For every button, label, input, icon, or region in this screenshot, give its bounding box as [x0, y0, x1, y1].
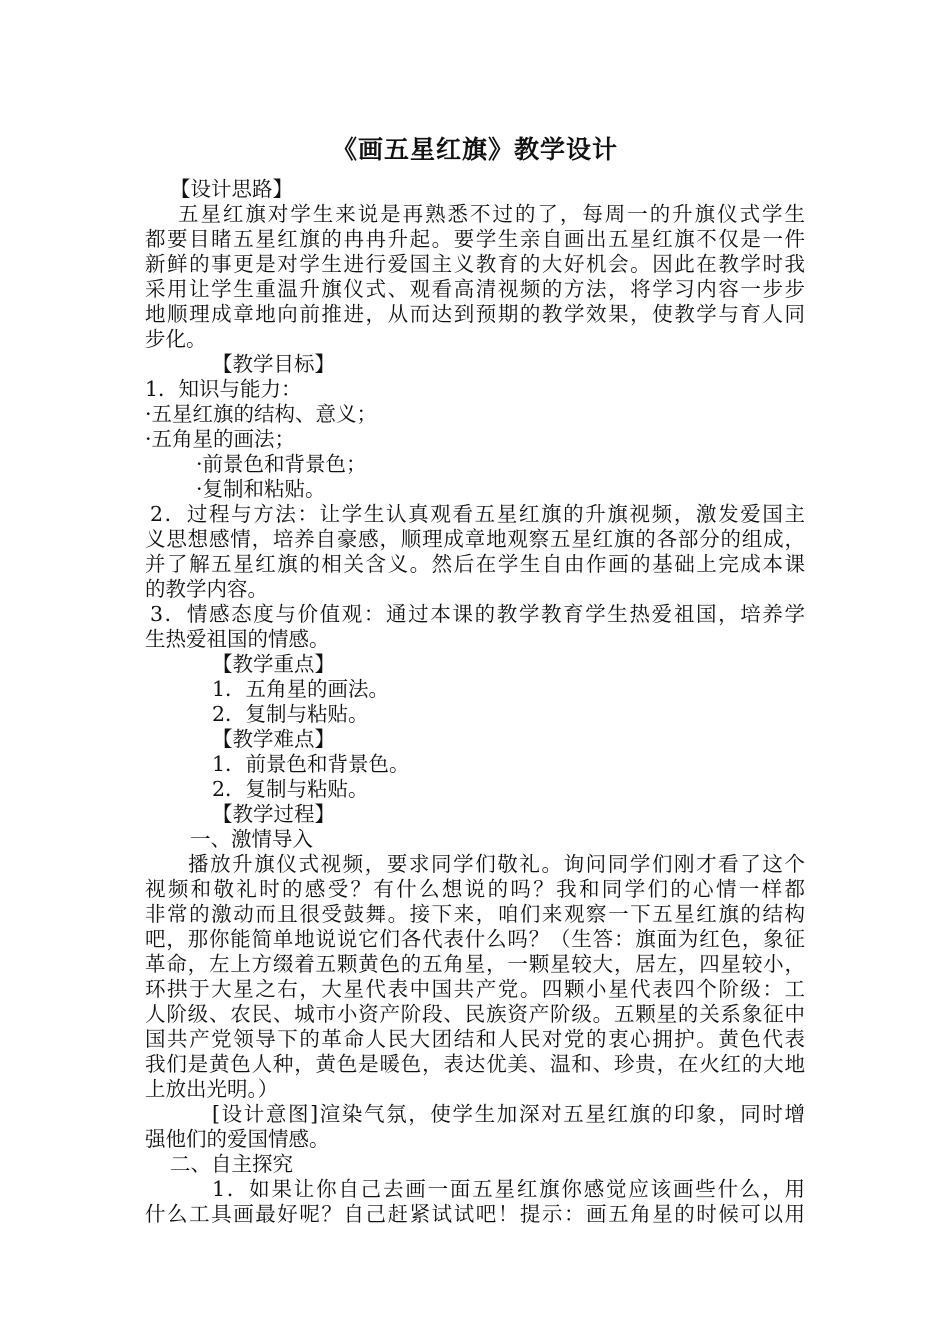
section-heading-design-idea: 【设计思路】 — [170, 177, 293, 201]
paragraph-line: 上放出光明。） — [145, 1077, 279, 1101]
paragraph-line: 新鲜的事更是对学生进行爱国主义教育的大好机会。因此在教学时我 — [145, 252, 805, 276]
list-item: 2．复制与粘贴。 — [212, 702, 369, 726]
section-heading-process: 【教学过程】 — [212, 802, 335, 826]
paragraph-line: 1．如果让你自己去画一面五星红旗你感觉应该画些什么，用 — [212, 1177, 805, 1201]
paragraph-line: 并了解五星红旗的相关含义。然后在学生自由作画的基础上完成本课 — [145, 552, 805, 576]
section-heading-objectives: 【教学目标】 — [212, 352, 335, 376]
bullet-item: ·五星红旗的结构、意义； — [145, 402, 378, 426]
paragraph-line: 义思想感情，培养自豪感，顺理成章地观察五星红旗的各部分的组成， — [145, 527, 805, 551]
paragraph-line: 五星红旗对学生来说是再熟悉不过的了，每周一的升旗仪式学生 — [178, 202, 805, 226]
paragraph-line: 强他们的爱国情感。 — [145, 1127, 330, 1151]
paragraph-line: 都要目睹五星红旗的冉冉升起。要学生亲自画出五星红旗不仅是一件 — [145, 227, 805, 251]
paragraph-line: 国共产党领导下的革命人民大团结和人民对党的衷心拥护。黄色代表 — [145, 1027, 805, 1051]
paragraph-line: 环拱于大星之右，大星代表中国共产党。四颗小星代表四个阶级：工 — [145, 977, 805, 1001]
paragraph-line: 人阶级、农民、城市小资产阶段、民族资产阶级。五颗星的关系象征中 — [145, 1002, 805, 1026]
bullet-item: ·五角星的画法； — [145, 427, 296, 451]
subsection-heading: 二、自主探究 — [170, 1152, 293, 1176]
paragraph-line: 播放升旗仪式视频，要求同学们敬礼。询问同学们刚才看了这个 — [188, 852, 805, 876]
paragraph-line: 3．情感态度与价值观：通过本课的教学教育学生热爱祖国，培养学 — [150, 602, 805, 626]
bullet-item: ·复制和粘贴。 — [196, 477, 326, 501]
list-item: 1．前景色和背景色。 — [212, 752, 410, 776]
paragraph-line: 我们是黄色人种，黄色是暖色，表达优美、温和、珍贵，在火红的大地 — [145, 1052, 805, 1076]
paragraph-line: [设计意图]渲染气氛，使学生加深对五星红旗的印象，同时增 — [212, 1102, 805, 1126]
paragraph-line: 视频和敬礼时的感受？有什么想说的吗？我和同学们的心情一样都 — [145, 877, 805, 901]
paragraph-line: 非常的激动而且很受鼓舞。接下来，咱们来观察一下五星红旗的结构 — [145, 902, 805, 926]
paragraph-line: 生热爱祖国的情感。 — [145, 627, 330, 651]
paragraph-line: 2．过程与方法：让学生认真观看五星红旗的升旗视频，激发爱国主 — [150, 502, 805, 526]
paragraph-line: 采用让学生重温升旗仪式、观看高清视频的方法，将学习内容一步步 — [145, 277, 805, 301]
subsection-heading: 一、激情导入 — [190, 827, 313, 851]
document-title: 《画五星红旗》教学设计 — [331, 135, 618, 164]
paragraph-line: 步化。 — [145, 327, 207, 351]
bullet-item: ·前景色和背景色； — [196, 452, 367, 476]
list-item: 2．复制与粘贴。 — [212, 777, 369, 801]
paragraph-line: 什么工具画最好呢？自己赶紧试试吧！提示：画五角星的时候可以用 — [145, 1202, 805, 1226]
list-item: 1．知识与能力： — [145, 377, 302, 401]
section-heading-difficulties: 【教学难点】 — [212, 727, 335, 751]
list-item: 1．五角星的画法。 — [212, 677, 390, 701]
paragraph-line: 吧，那你能简单地说说它们各代表什么吗？（生答：旗面为红色，象征 — [145, 927, 805, 951]
paragraph-line: 革命，左上方缀着五颗黄色的五角星，一颗星较大，居左，四星较小， — [145, 952, 805, 976]
paragraph-line: 的教学内容。 — [145, 577, 268, 601]
section-heading-key-points: 【教学重点】 — [212, 652, 335, 676]
paragraph-line: 地顺理成章地向前推进，从而达到预期的教学效果，使教学与育人同 — [145, 302, 805, 326]
